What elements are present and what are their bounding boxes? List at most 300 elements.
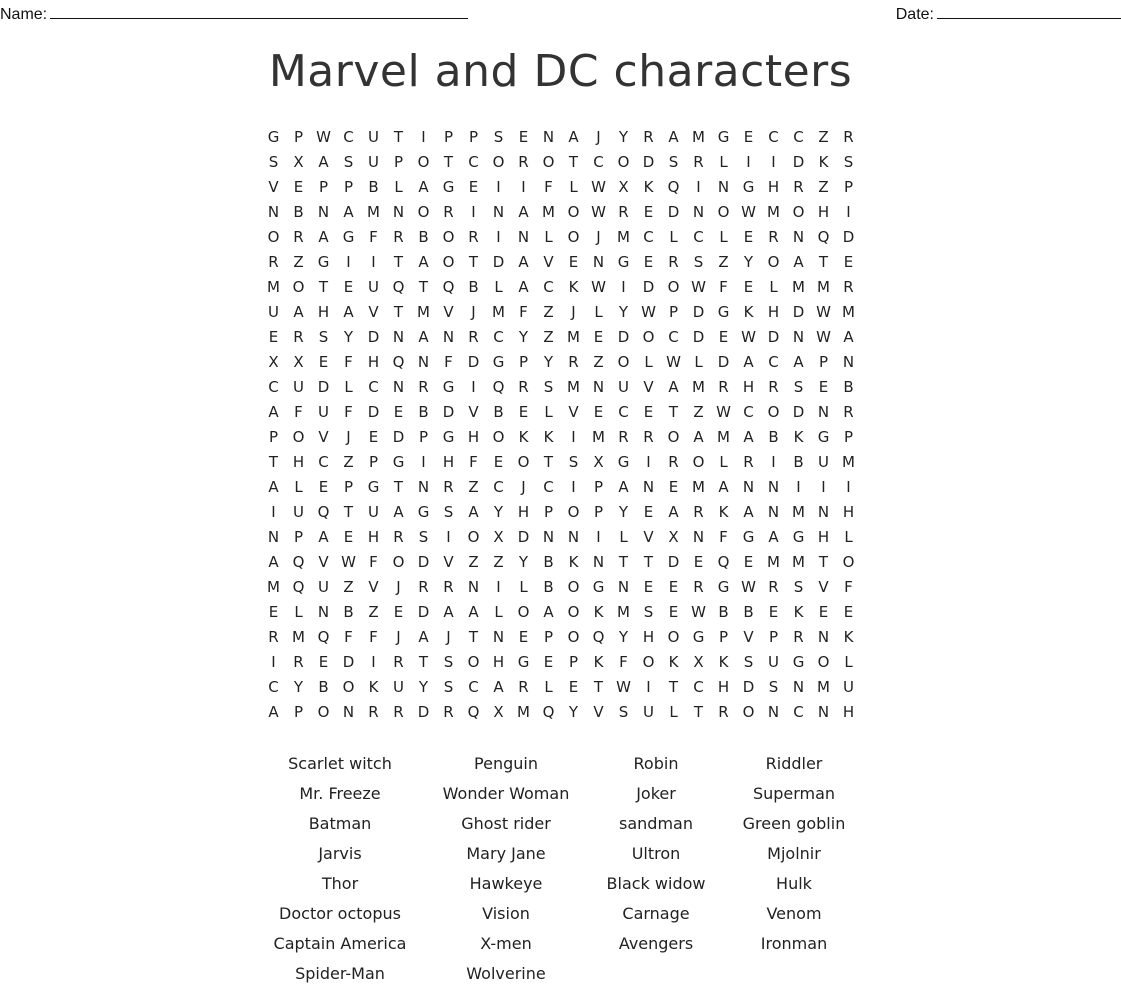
word-list-item: Mary Jane xyxy=(466,844,546,863)
grid-letter: E xyxy=(293,177,304,196)
date-field xyxy=(896,4,1121,24)
grid-letter: K xyxy=(568,277,579,296)
grid-letter: K xyxy=(793,602,804,621)
grid-letter: C xyxy=(543,477,554,496)
grid-letter: O xyxy=(667,627,680,646)
grid-letter: Y xyxy=(493,502,504,521)
grid-letter: A xyxy=(618,477,629,496)
grid-letter: G xyxy=(267,127,280,146)
grid-letter: F xyxy=(544,177,553,196)
grid-letter: I xyxy=(596,527,601,546)
grid-letter: Q xyxy=(317,502,330,521)
grid-letter: N xyxy=(617,577,630,596)
grid-letter: E xyxy=(268,327,279,346)
grid-letter: V xyxy=(468,402,479,421)
grid-letter: E xyxy=(268,602,279,621)
grid-letter: I xyxy=(821,477,826,496)
grid-letter: E xyxy=(468,177,479,196)
grid-letter: R xyxy=(518,152,529,171)
grid-letter: E xyxy=(543,652,554,671)
grid-letter: K xyxy=(593,652,604,671)
grid-letter: G xyxy=(492,352,505,371)
grid-letter: X xyxy=(293,152,304,171)
grid-letter: G xyxy=(792,652,805,671)
grid-letter: Y xyxy=(418,677,429,696)
grid-letter: A xyxy=(493,677,504,696)
grid-letter: R xyxy=(443,202,454,221)
word-list-item: Black widow xyxy=(606,874,706,893)
grid-letter: E xyxy=(643,402,654,421)
grid-letter: B xyxy=(368,177,379,196)
grid-letter: N xyxy=(792,327,805,346)
grid-letter: Y xyxy=(618,502,629,521)
grid-letter: G xyxy=(317,252,330,271)
grid-letter: V xyxy=(818,577,829,596)
grid-letter: X xyxy=(693,652,704,671)
grid-letter: A xyxy=(318,527,329,546)
grid-letter: E xyxy=(668,602,679,621)
grid-letter: L xyxy=(694,352,703,371)
word-list-item: Vision xyxy=(482,904,530,923)
grid-letter: G xyxy=(392,452,405,471)
grid-letter: W xyxy=(316,127,331,146)
grid-letter: U xyxy=(368,502,379,521)
name-field xyxy=(0,4,468,24)
grid-letter: A xyxy=(693,427,704,446)
grid-letter: F xyxy=(444,352,453,371)
grid-letter: A xyxy=(418,327,429,346)
grid-letter: E xyxy=(768,602,779,621)
grid-letter: H xyxy=(517,502,530,521)
grid-letter: W xyxy=(816,327,831,346)
grid-letter: D xyxy=(692,302,705,321)
grid-letter: T xyxy=(643,552,654,571)
grid-letter: Y xyxy=(543,352,554,371)
grid-letter: A xyxy=(268,702,279,721)
grid-letter: N xyxy=(767,477,780,496)
grid-letter: E xyxy=(743,127,754,146)
grid-letter: P xyxy=(843,427,854,446)
grid-letter: N xyxy=(492,202,505,221)
grid-letter: F xyxy=(344,352,353,371)
grid-letter: N xyxy=(417,352,430,371)
name-blank-line xyxy=(50,4,468,19)
grid-letter: B xyxy=(493,402,504,421)
grid-letter: U xyxy=(368,152,379,171)
grid-letter: N xyxy=(267,527,280,546)
grid-letter: I xyxy=(346,252,351,271)
grid-letter: W xyxy=(741,327,756,346)
grid-letter: C xyxy=(793,702,804,721)
grid-letter: V xyxy=(593,702,604,721)
grid-letter: K xyxy=(368,677,379,696)
grid-letter: C xyxy=(468,152,479,171)
grid-letter: V xyxy=(268,177,279,196)
grid-letter: S xyxy=(668,152,679,171)
grid-letter: Q xyxy=(392,277,405,296)
grid-letter: F xyxy=(344,627,353,646)
grid-letter: P xyxy=(568,652,579,671)
grid-letter: M xyxy=(817,277,830,296)
grid-letter: P xyxy=(318,177,329,196)
grid-letter: M xyxy=(767,552,780,571)
grid-letter: P xyxy=(293,527,304,546)
grid-letter: U xyxy=(618,377,629,396)
grid-letter: A xyxy=(268,552,279,571)
word-list-item: Doctor octopus xyxy=(279,904,401,923)
grid-letter: E xyxy=(818,602,829,621)
grid-letter: Q xyxy=(292,577,305,596)
grid-letter: R xyxy=(668,452,679,471)
word-list-item: Hawkeye xyxy=(469,874,543,893)
grid-letter: R xyxy=(418,377,429,396)
grid-letter: R xyxy=(443,477,454,496)
grid-letter: R xyxy=(518,377,529,396)
grid-letter: O xyxy=(467,652,480,671)
grid-letter: D xyxy=(517,527,530,546)
grid-letter: E xyxy=(643,502,654,521)
grid-letter: K xyxy=(793,427,804,446)
grid-letter: D xyxy=(742,677,755,696)
grid-letter: Q xyxy=(392,352,405,371)
grid-letter: S xyxy=(443,677,454,696)
grid-letter: V xyxy=(318,427,329,446)
grid-letter: G xyxy=(442,177,455,196)
grid-letter: N xyxy=(767,702,780,721)
grid-letter: U xyxy=(393,677,404,696)
grid-letter: E xyxy=(743,277,754,296)
grid-letter: I xyxy=(646,677,651,696)
grid-letter: A xyxy=(668,502,679,521)
grid-letter: B xyxy=(418,402,429,421)
grid-letter: M xyxy=(492,302,505,321)
grid-letter: U xyxy=(368,277,379,296)
grid-letter: U xyxy=(293,377,304,396)
grid-letter: R xyxy=(443,577,454,596)
grid-letter: J xyxy=(471,302,476,321)
grid-letter: D xyxy=(342,652,355,671)
grid-letter: E xyxy=(593,402,604,421)
grid-letter: N xyxy=(517,227,530,246)
word-list-item: Ultron xyxy=(631,844,681,863)
grid-letter: E xyxy=(518,402,529,421)
grid-letter: E xyxy=(743,227,754,246)
grid-letter: J xyxy=(396,577,401,596)
grid-letter: V xyxy=(443,552,454,571)
grid-letter: C xyxy=(318,452,329,471)
grid-letter: Z xyxy=(293,252,304,271)
grid-letter: Q xyxy=(542,702,555,721)
word-column xyxy=(694,749,894,959)
grid-letter: L xyxy=(769,277,778,296)
grid-letter: B xyxy=(418,227,429,246)
grid-letter: L xyxy=(594,302,603,321)
grid-letter: J xyxy=(346,427,351,446)
grid-letter: O xyxy=(417,152,430,171)
grid-letter: N xyxy=(767,502,780,521)
grid-letter: T xyxy=(268,452,279,471)
grid-letter: A xyxy=(668,127,679,146)
grid-letter: G xyxy=(592,577,605,596)
grid-letter: M xyxy=(592,427,605,446)
grid-letter: A xyxy=(718,477,729,496)
grid-letter: L xyxy=(294,477,303,496)
grid-letter: M xyxy=(267,277,280,296)
grid-letter: D xyxy=(642,277,655,296)
word-list-item: Mr. Freeze xyxy=(299,784,381,803)
grid-letter: P xyxy=(293,702,304,721)
grid-letter: K xyxy=(668,652,679,671)
grid-letter: N xyxy=(417,477,430,496)
grid-letter: O xyxy=(767,252,780,271)
grid-letter: Z xyxy=(343,452,354,471)
grid-letter: L xyxy=(669,702,678,721)
grid-letter: W xyxy=(716,402,731,421)
grid-letter: A xyxy=(568,127,579,146)
name-label: Name: xyxy=(0,6,48,23)
grid-letter: M xyxy=(567,327,580,346)
grid-letter: D xyxy=(692,327,705,346)
grid-letter: P xyxy=(518,352,529,371)
grid-letter: N xyxy=(267,202,280,221)
grid-letter: N xyxy=(392,327,405,346)
grid-letter: P xyxy=(843,177,854,196)
grid-letter: U xyxy=(368,127,379,146)
grid-letter: Q xyxy=(467,702,480,721)
grid-letter: S xyxy=(743,652,754,671)
grid-letter: S xyxy=(618,702,629,721)
grid-letter: A xyxy=(418,177,429,196)
grid-letter: O xyxy=(467,527,480,546)
grid-letter: G xyxy=(617,452,630,471)
grid-letter: A xyxy=(468,502,479,521)
grid-letter: I xyxy=(371,252,376,271)
grid-letter: H xyxy=(767,302,780,321)
grid-letter: B xyxy=(543,577,554,596)
grid-letter: O xyxy=(642,652,655,671)
grid-letter: G xyxy=(742,527,755,546)
grid-letter: P xyxy=(593,477,604,496)
grid-letter: E xyxy=(643,577,654,596)
grid-letter: V xyxy=(368,577,379,596)
grid-letter: S xyxy=(568,452,579,471)
grid-letter: R xyxy=(618,427,629,446)
word-list-item: Mjolnir xyxy=(767,844,821,863)
grid-letter: K xyxy=(818,152,829,171)
grid-letter: D xyxy=(842,227,855,246)
grid-letter: B xyxy=(468,277,479,296)
grid-letter: D xyxy=(367,402,380,421)
word-list-item: X-men xyxy=(480,934,532,953)
grid-letter: V xyxy=(643,527,654,546)
page-title: Marvel and DC characters xyxy=(268,46,853,97)
grid-letter: T xyxy=(418,277,429,296)
grid-letter: N xyxy=(467,577,480,596)
grid-letter: P xyxy=(668,302,679,321)
grid-letter: V xyxy=(643,377,654,396)
grid-letter: C xyxy=(543,277,554,296)
grid-letter: Z xyxy=(368,602,379,621)
grid-letter: O xyxy=(567,627,580,646)
grid-letter: S xyxy=(318,327,329,346)
grid-letter: G xyxy=(417,502,430,521)
grid-letter: P xyxy=(543,627,554,646)
grid-letter: O xyxy=(567,227,580,246)
grid-letter: S xyxy=(443,652,454,671)
grid-letter: E xyxy=(843,252,854,271)
grid-letter: H xyxy=(717,677,730,696)
word-list-item: Wolverine xyxy=(466,964,546,983)
grid-letter: Z xyxy=(693,402,704,421)
grid-letter: N xyxy=(742,477,755,496)
grid-letter: T xyxy=(318,277,329,296)
grid-letter: W xyxy=(816,302,831,321)
grid-letter: R xyxy=(368,702,379,721)
grid-letter: E xyxy=(843,602,854,621)
word-list-item: Captain America xyxy=(273,934,407,953)
word-list-item: Batman xyxy=(308,814,372,833)
grid-letter: R xyxy=(768,577,779,596)
grid-letter: A xyxy=(843,327,854,346)
grid-letter: M xyxy=(517,702,530,721)
grid-letter: T xyxy=(668,677,679,696)
grid-letter: Z xyxy=(543,302,554,321)
grid-letter: X xyxy=(268,352,279,371)
grid-letter: M xyxy=(792,552,805,571)
grid-letter: A xyxy=(518,252,529,271)
grid-letter: M xyxy=(617,227,630,246)
grid-letter: P xyxy=(293,127,304,146)
grid-letter: J xyxy=(396,627,401,646)
grid-letter: J xyxy=(446,627,451,646)
grid-letter: A xyxy=(268,477,279,496)
grid-letter: I xyxy=(771,452,776,471)
grid-letter: C xyxy=(593,152,604,171)
grid-letter: T xyxy=(668,402,679,421)
grid-letter: C xyxy=(493,327,504,346)
grid-letter: Z xyxy=(718,252,729,271)
grid-letter: I xyxy=(371,652,376,671)
grid-letter: T xyxy=(393,127,404,146)
word-list-item: Spider-Man xyxy=(295,964,385,983)
grid-letter: G xyxy=(742,177,755,196)
grid-letter: R xyxy=(793,177,804,196)
grid-letter: G xyxy=(717,302,730,321)
grid-letter: M xyxy=(842,302,855,321)
grid-letter: D xyxy=(792,302,805,321)
grid-letter: D xyxy=(367,327,380,346)
grid-letter: V xyxy=(568,402,579,421)
grid-letter: E xyxy=(518,127,529,146)
grid-letter: L xyxy=(344,377,353,396)
grid-letter: O xyxy=(667,277,680,296)
grid-letter: B xyxy=(768,427,779,446)
grid-letter: E xyxy=(318,652,329,671)
grid-letter: I xyxy=(496,577,501,596)
grid-letter: U xyxy=(293,502,304,521)
grid-letter: G xyxy=(692,627,705,646)
grid-letter: E xyxy=(343,277,354,296)
grid-letter: G xyxy=(817,427,830,446)
grid-letter: U xyxy=(318,577,329,596)
grid-letter: H xyxy=(642,627,655,646)
word-list-item: Jarvis xyxy=(318,844,362,863)
grid-letter: M xyxy=(842,452,855,471)
grid-letter: I xyxy=(846,202,851,221)
grid-letter: P xyxy=(268,427,279,446)
grid-letter: R xyxy=(293,327,304,346)
grid-letter: P xyxy=(468,127,479,146)
grid-letter: U xyxy=(643,702,654,721)
grid-letter: E xyxy=(568,677,579,696)
grid-letter: R xyxy=(793,627,804,646)
grid-letter: E xyxy=(368,427,379,446)
grid-letter: I xyxy=(496,227,501,246)
grid-letter: A xyxy=(793,252,804,271)
grid-letter: O xyxy=(517,602,530,621)
grid-letter: W xyxy=(591,202,606,221)
grid-letter: N xyxy=(592,552,605,571)
grid-letter: Q xyxy=(592,627,605,646)
grid-letter: L xyxy=(544,402,553,421)
grid-letter: B xyxy=(543,552,554,571)
grid-letter: S xyxy=(693,252,704,271)
word-list-item: Hulk xyxy=(776,874,812,893)
grid-letter: Y xyxy=(293,677,304,696)
grid-letter: I xyxy=(746,152,751,171)
grid-letter: T xyxy=(693,702,704,721)
grid-letter: E xyxy=(343,527,354,546)
grid-letter: L xyxy=(494,602,503,621)
grid-letter: E xyxy=(493,452,504,471)
grid-letter: A xyxy=(418,627,429,646)
grid-letter: A xyxy=(393,502,404,521)
word-list-item: Superman xyxy=(752,784,836,803)
grid-letter: G xyxy=(442,377,455,396)
grid-letter: W xyxy=(691,277,706,296)
grid-letter: B xyxy=(793,452,804,471)
grid-letter: D xyxy=(442,402,455,421)
grid-letter: R xyxy=(418,577,429,596)
grid-letter: A xyxy=(518,202,529,221)
grid-letter: P xyxy=(343,477,354,496)
grid-letter: N xyxy=(392,202,405,221)
grid-letter: X xyxy=(593,452,604,471)
grid-letter: N xyxy=(317,602,330,621)
grid-letter: Z xyxy=(543,327,554,346)
grid-letter: V xyxy=(743,627,754,646)
grid-letter: T xyxy=(393,252,404,271)
date-blank-line xyxy=(937,4,1121,19)
grid-letter: R xyxy=(568,352,579,371)
grid-letter: N xyxy=(792,677,805,696)
grid-letter: P xyxy=(368,452,379,471)
grid-letter: A xyxy=(318,152,329,171)
grid-letter: X xyxy=(618,177,629,196)
grid-letter: E xyxy=(668,577,679,596)
grid-letter: L xyxy=(494,277,503,296)
grid-letter: U xyxy=(768,652,779,671)
grid-letter: M xyxy=(792,502,805,521)
grid-letter: S xyxy=(493,127,504,146)
grid-letter: I xyxy=(621,277,626,296)
grid-letter: H xyxy=(492,652,505,671)
grid-letter: R xyxy=(468,227,479,246)
grid-letter: Y xyxy=(618,627,629,646)
grid-letter: J xyxy=(571,302,576,321)
grid-letter: M xyxy=(792,277,805,296)
grid-letter: O xyxy=(692,452,705,471)
